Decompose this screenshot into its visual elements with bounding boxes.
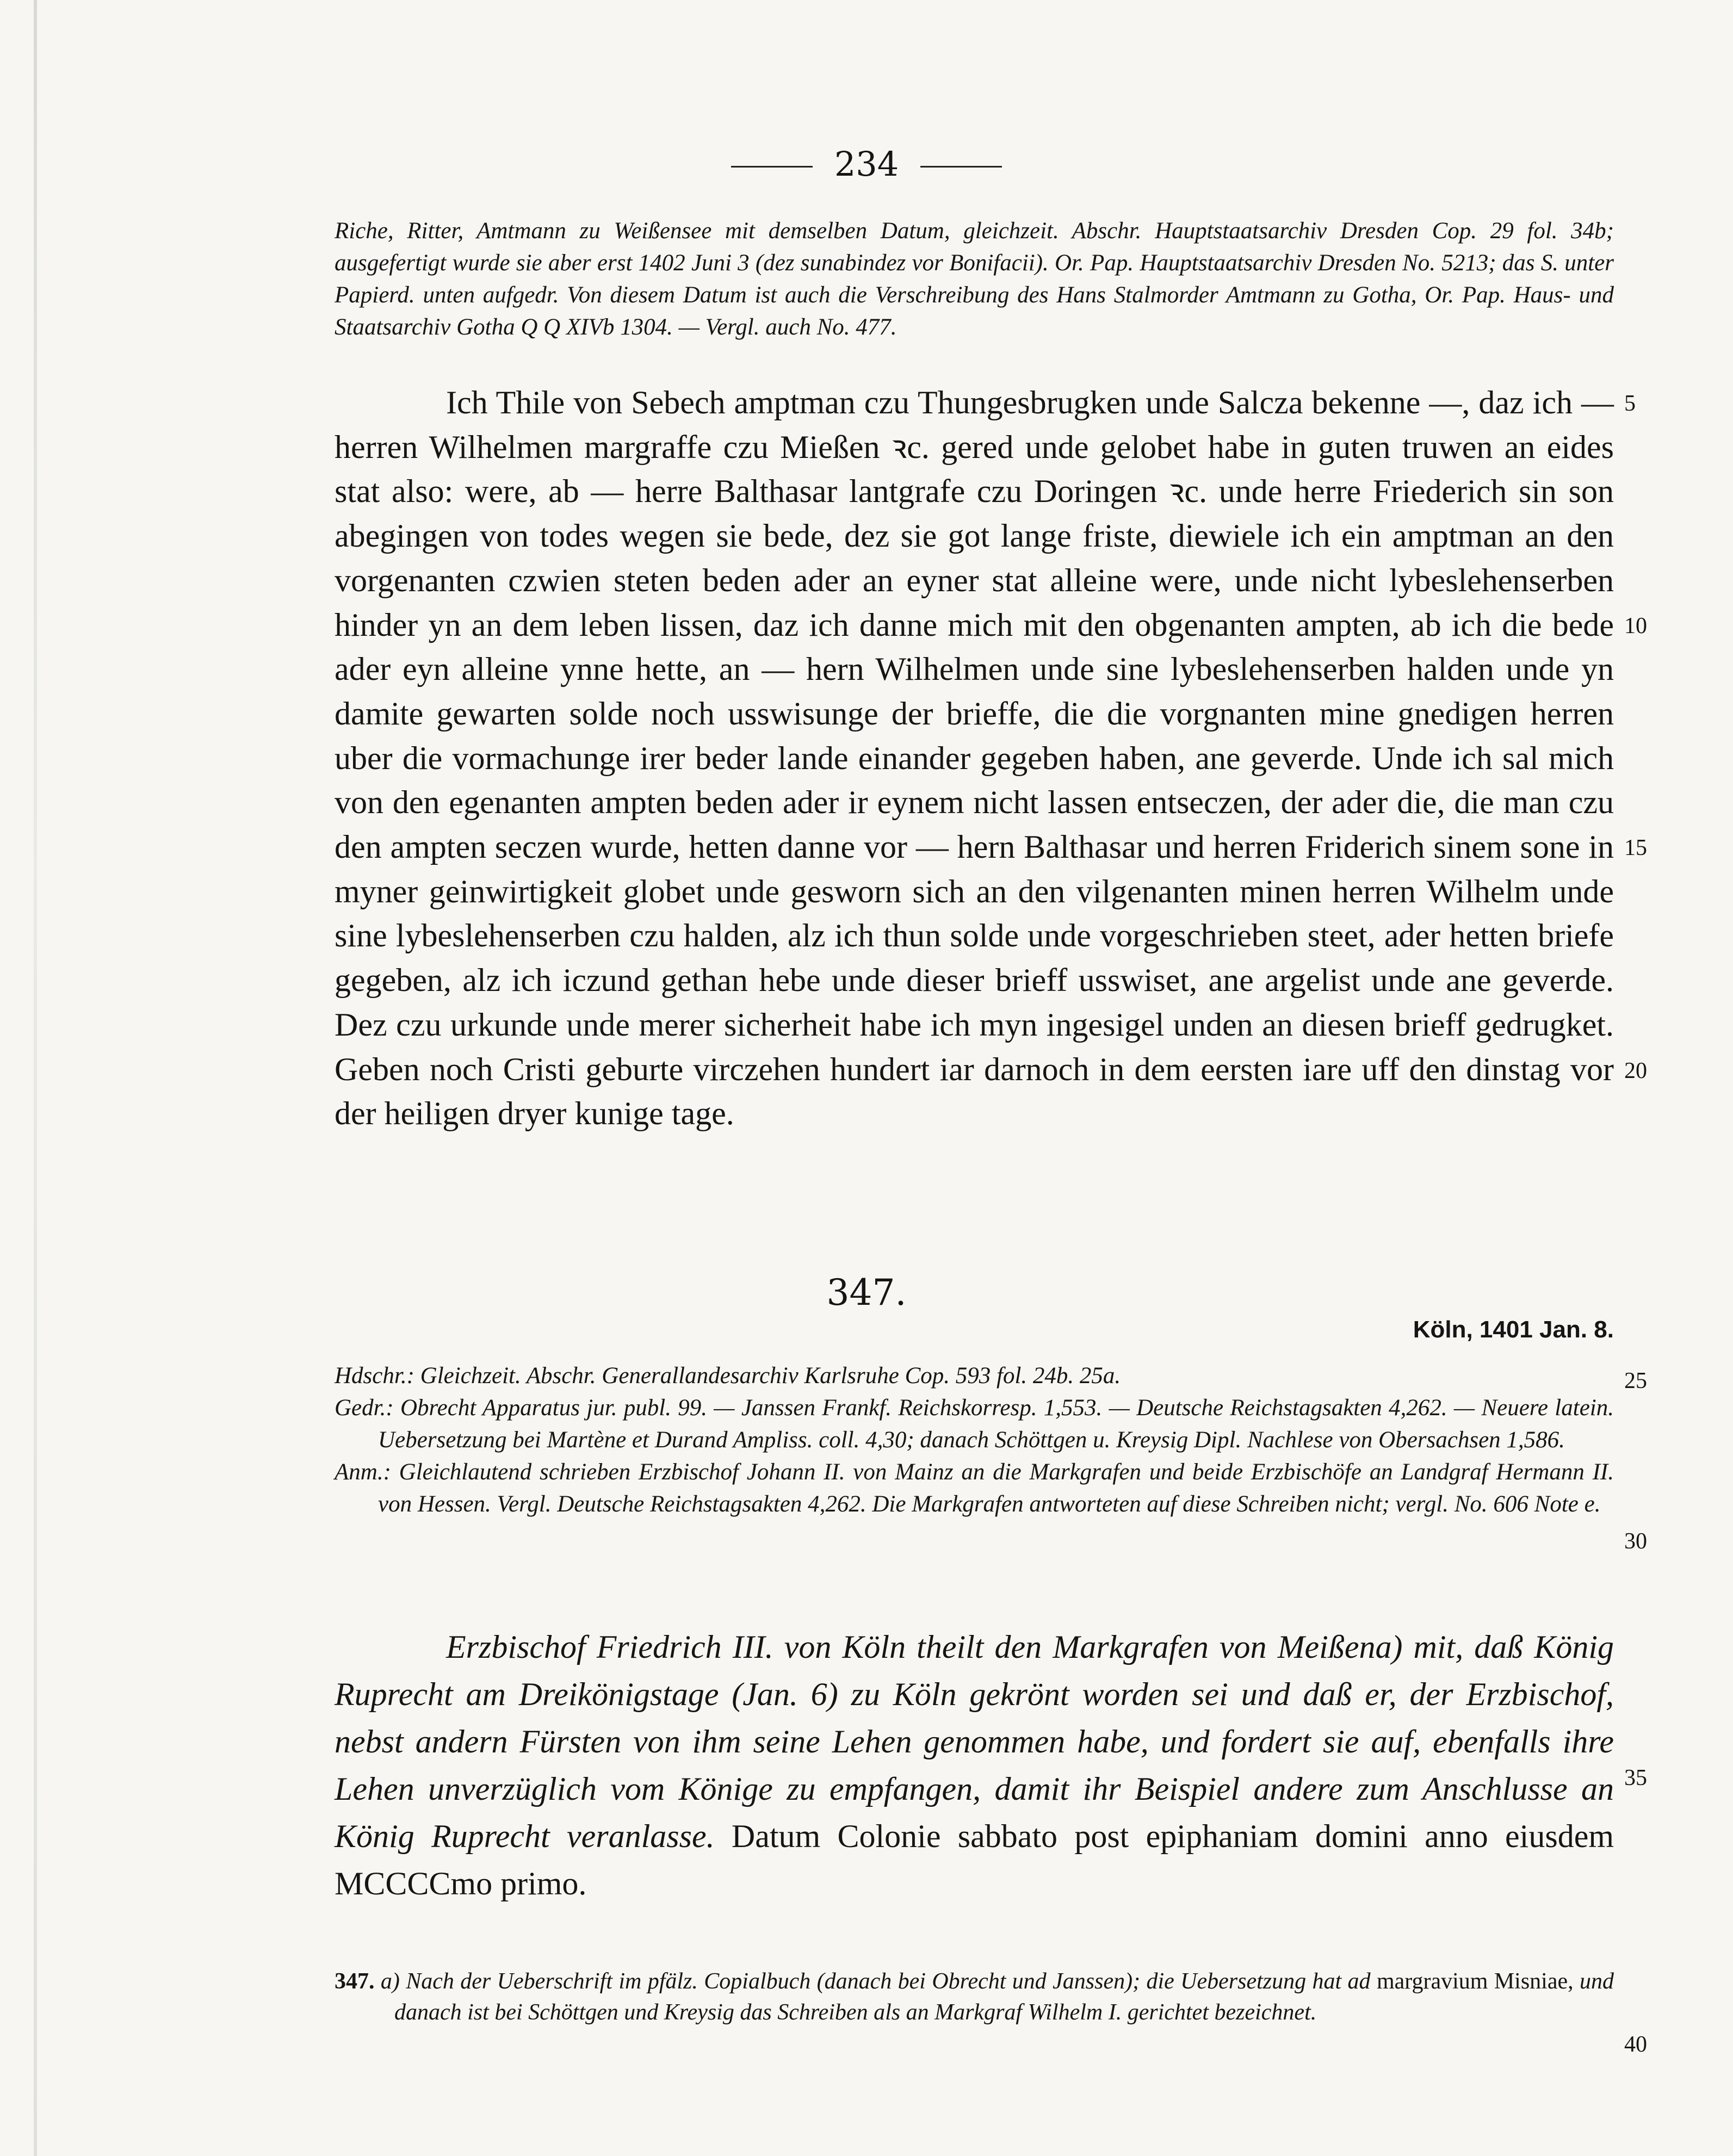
line-number: 15 (1624, 835, 1647, 860)
line-number: 20 (1624, 1058, 1647, 1083)
page-number: 234 (834, 144, 899, 184)
document-place-date: Köln, 1401 Jan. 8. (1413, 1316, 1614, 1343)
line-number: 5 (1624, 391, 1636, 416)
source-notes (335, 1360, 1614, 1520)
line-number: 25 (1624, 1368, 1647, 1393)
line-number: 10 (1624, 614, 1647, 639)
footnote-text-2: margravium Misniae, (1376, 1969, 1574, 1994)
intro-note-text: Riche, Ritter, Amtmann zu Weißensee mit demselben Datum, gleichzeit. Abschr. Hauptstaatsarchiv Dresden Cop. 29 fol. 34b; ausgefertigt wurde sie aber erst 1402 Juni 3 (dez sunabindez vor Bonifacii). Or. Pap. Hauptstaatsarchiv Dresden No. 5213; das S. unter Papierd. unten aufgedr. Von diesem Datum ist auch die Verschreibung des Hans Stalmorder Amtmann zu Gotha, Or. Pap. Haus- und Staatsarchiv Gotha Q Q XIVb 1304. — Vergl. auch No. 477. (335, 218, 1614, 340)
gedr-note: Gedr.: Obrecht Apparatus jur. publ. 99. — Janssen Frankf. Reichskorresp. 1,553. — Deutsche Reichstagsakten 4,262. — Neuere latein. Uebersetzung bei Martène et Durand Ampliss. coll. 4,30; danach Schöttgen u. Kreysig Dipl. Nachlese von Obersachsen 1,586. (335, 1395, 1614, 1453)
footnote-number: 347. (335, 1969, 375, 1994)
main-text-paragraph: Ich Thile von Sebech amptman czu Thungesbrugken unde Salcza bekenne —, daz ich — herren Wilhelmen margraffe czu Mießen ꝛc. gered unde gelobet habe in guten truwen an eides stat also: were, ab — herre Balthasar lantgrafe czu Doringen ꝛc. unde herre Friederich sin son abegingen von todes wegen sie bede, dez sie got lange friste, diewiele ich ein amptman an den vorgenanten czwien steten beden ader an eyner stat alleine were, unde nicht lybeslehenserben hinder yn an dem leben lissen, daz ich danne mich mit den obgenanten ampten, ab ich die bede ader eyn alleine ynne hette, an — hern Wilhelmen unde sine lybeslehenserben halden unde yn damite gewarten solde noch usswisunge der brieffe, die die vorgnanten mine gnedigen herren uber die vormachunge irer beder lande einander gegeben haben, ane geverde. Unde ich sal mich von den egenanten ampten beden ader ir eynem nicht lassen entseczen, der ader die, die man czu den ampten seczen wurde, hetten danne vor — hern Balthasar und herren Friderich sinem sone in myner geinwirtigkeit globet unde gesworn sich an den vilgenanten minen herren Wilhelm unde sine lybeslehenserben czu halden, alz ich thun solde unde vorgeschrieben steet, ader hetten briefe gegeben, alz ich iczund gethan hebe unde dieser brieff usswiset, ane argelist unde ane geverde. Dez czu urkunde unde merer sicherheit habe ich myn ingesigel unden an diesen brieff gedrugket. Geben noch Cristi geburte virczehen hundert iar darnoch in dem eersten iare uff den dinstag vor der heiligen dryer kunige tage. (335, 385, 1614, 1132)
regest-summary: Erzbischof Friedrich III. von Köln theilt den Markgrafen von Meißena) mit, daß König Ruprecht am Dreikönigstage (Jan. 6) zu Köln gekrönt worden sei und daß er, der Erzbischof, nebst andern Fürsten von ihm seine Lehen genommen habe, und fordert sie auf, ebenfalls ihre Lehen unverzüglich vom Könige zu empfangen, damit ihr Beispiel andere zum Anschlusse an König Ruprecht veranlasse. (335, 1629, 1614, 1854)
regest (335, 1624, 1614, 1907)
footnote-text-1: a) Nach der Ueberschrift im pfälz. Copialbuch (danach bei Obrecht und Janssen); die Uebersetzung hat ad (380, 1969, 1371, 1994)
anm-note: Anm.: Gleichlautend schrieben Erzbischof Johann II. von Mainz an die Markgrafen und beide Erzbischöfe an Landgraf Hermann II. von Hessen. Vergl. Deutsche Reichstagsakten 4,262. Die Markgrafen antworteten auf diese Schreiben nicht; vergl. No. 606 Note e. (335, 1459, 1614, 1517)
scan-edge-shadow (34, 0, 37, 2156)
footnote-text-3: und danach ist bei Schöttgen und Kreysig das Schreiben als an Markgraf Wilhelm I. gerichtet bezeichnet. (394, 1969, 1614, 2025)
header-rule-right (920, 166, 1002, 168)
line-number: 40 (1624, 2032, 1647, 2057)
main-text (335, 381, 1614, 1136)
page-header (0, 143, 1733, 186)
line-number: 35 (1624, 1765, 1647, 1791)
header-rule-left (731, 166, 813, 168)
regest-dating: Datum Colonie sabbato post epiphaniam domini anno eiusdem MCCCCmo primo. (335, 1818, 1614, 1901)
hdschr-note: Hdschr.: Gleichzeit. Abschr. Generallandesarchiv Karlsruhe Cop. 593 fol. 24b. 25a. (335, 1363, 1121, 1389)
regest-paragraph (335, 1624, 1614, 1907)
footnote (335, 1966, 1614, 2028)
line-number: 30 (1624, 1529, 1647, 1554)
document-number: 347. (826, 1272, 907, 1314)
intro-note (335, 215, 1614, 343)
footnote-paragraph (335, 1966, 1614, 2028)
